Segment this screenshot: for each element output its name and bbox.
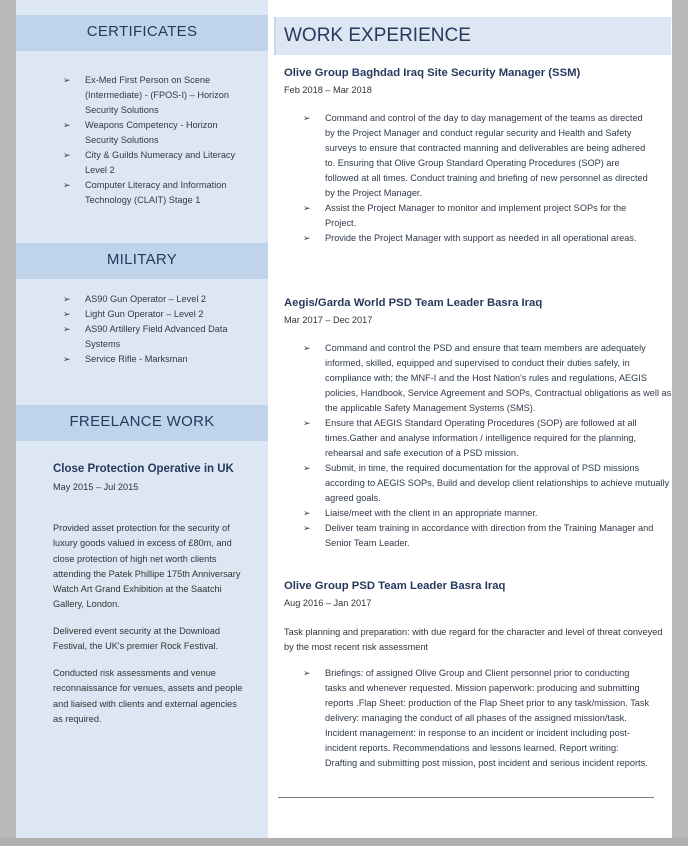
arrow-bullet-icon: ➢ xyxy=(63,294,71,304)
job-duties-list xyxy=(303,111,653,246)
list-item: ➢ Command and control of the day to day management of the teams as directed by the Project Manager and conduct regular security and Health and Safety surveys to ensure that contracted manning and deliverables are being adhered to. Ensuring that Olive Group Standard Operating Procedures (SOP) are followed at all times. Conduct training and briefing of new personnel as directed by the Project Manager. xyxy=(303,113,648,198)
arrow-bullet-icon: ➢ xyxy=(303,113,311,123)
certificates-heading: CERTIFICATES xyxy=(16,15,268,51)
arrow-bullet-icon: ➢ xyxy=(63,180,71,190)
military-list xyxy=(63,292,253,367)
list-item: ➢ Provide the Project Manager with support as needed in all operational areas. xyxy=(303,231,653,246)
arrow-bullet-icon: ➢ xyxy=(303,523,311,533)
job-duties-list xyxy=(303,341,673,551)
arrow-bullet-icon: ➢ xyxy=(63,354,71,364)
freelance-paragraph: Conducted risk assessments and venue reconnaissance for venues, assets and people and liaised with clients and external agencies as required. xyxy=(53,668,243,724)
arrow-bullet-icon: ➢ xyxy=(303,463,311,473)
freelance-paragraph: Provided asset protection for the security of luxury goods valued in excess of £80m, and close protection of high net worth clients attending the Patek Phillipe 175th Anniversary Watch Art Grand Exhibition at the Saatchi Gallery, London. xyxy=(53,523,241,610)
list-item: ➢ Briefings: of assigned Olive Group and Client personnel prior to conducting tasks and whenever requested. Mission paperwork: producing and submitting reports .Flap Sheet: production of the Flap Sheet prior to any task/mission. Task delivery: managing the conduct of all phases of the assigned mission/task. Incident management: in response to an incident or incident including post-incident reports. Recommendations and lessons learned. Report writing: Drafting and submitting post mission, post incident and serious incident reports. xyxy=(303,668,650,768)
arrow-bullet-icon: ➢ xyxy=(303,203,311,213)
arrow-bullet-icon: ➢ xyxy=(63,150,71,160)
job-duties-list xyxy=(303,666,653,771)
freelance-paragraph: Delivered event security at the Download Festival, the UK's premier Rock Festival. xyxy=(53,626,220,652)
list-item: ➢ Assist the Project Manager to monitor and implement project SOPs for the Project. xyxy=(303,203,627,228)
list-item: ➢ AS90 Gun Operator – Level 2 xyxy=(63,292,253,307)
job-title: Aegis/Garda World PSD Team Leader Basra Iraq xyxy=(284,297,543,309)
job-dates: Feb 2018 – Mar 2018 xyxy=(284,85,372,95)
arrow-bullet-icon: ➢ xyxy=(63,120,71,130)
arrow-bullet-icon: ➢ xyxy=(303,233,311,243)
arrow-bullet-icon: ➢ xyxy=(63,75,71,85)
list-item: ➢ Ex-Med First Person on Scene (Intermediate) - (FPOS-I) – Horizon Security Solutions xyxy=(63,75,229,115)
military-heading: MILITARY xyxy=(16,243,268,279)
job-dates: Mar 2017 – Dec 2017 xyxy=(284,315,373,325)
job-intro: Task planning and preparation: with due regard for the character and level of threat conveyed by the most recent risk assessment xyxy=(284,627,663,653)
job-dates: Aug 2016 – Jan 2017 xyxy=(284,598,372,608)
list-item: ➢ Submit, in time, the required documentation for the approval of PSD missions according to AEGIS SOPs, Build and develop client relationships to achieve mutually agreed goals. xyxy=(303,463,670,503)
arrow-bullet-icon: ➢ xyxy=(303,418,311,428)
resume-page xyxy=(16,0,672,846)
arrow-bullet-icon: ➢ xyxy=(63,309,71,319)
list-item: ➢ Command and control the PSD and ensure that team members are adequately informed, skilled, equipped and supervised to conduct their duties safely, in compliance with; the MNF-I and the Host Nation's rules and regulations, AEGIS policies, Handbook, Service Agreement and SOPs, Contractual obligations as well as the applicable Safety Management Systems (SMS). xyxy=(303,343,672,413)
arrow-bullet-icon: ➢ xyxy=(303,508,311,518)
list-item: ➢ Liaise/meet with the client in an appropriate manner. xyxy=(303,506,673,521)
list-item: ➢ Ensure that AEGIS Standard Operating Procedures (SOP) are followed at all times.Gather and analyse information / intelligence required for the planning, rehearsal and safe execution of a PSD mission. xyxy=(303,418,637,458)
list-item: ➢ Deliver team training in accordance with direction from the Training Manager and Senior Team Leader. xyxy=(303,523,654,548)
list-item: ➢ Service Rifle - Marksman xyxy=(63,352,253,367)
list-item: ➢ Computer Literacy and Information Technology (CLAIT) Stage 1 xyxy=(63,180,227,205)
job-title: Olive Group PSD Team Leader Basra Iraq xyxy=(284,580,506,592)
freelance-job-dates: May 2015 – Jul 2015 xyxy=(53,482,139,492)
arrow-bullet-icon: ➢ xyxy=(63,324,71,334)
list-item: ➢ Weapons Competency - Horizon Security Solutions xyxy=(63,120,218,145)
certificates-list xyxy=(63,73,253,208)
sidebar xyxy=(16,0,268,840)
list-item: ➢ Light Gun Operator – Level 2 xyxy=(63,307,253,322)
list-item: ➢ City & Guilds Numeracy and Literacy Level 2 xyxy=(63,150,236,175)
list-item: ➢ AS90 Artillery Field Advanced Data Systems xyxy=(63,324,228,349)
freelance-job-title: Close Protection Operative in UK xyxy=(53,463,234,475)
job-title: Olive Group Baghdad Iraq Site Security Manager (SSM) xyxy=(284,67,581,79)
freelance-heading: FREELANCE WORK xyxy=(16,405,268,441)
section-divider xyxy=(278,797,654,798)
page-shadow xyxy=(0,838,688,846)
arrow-bullet-icon: ➢ xyxy=(303,668,311,678)
work-experience-heading: WORK EXPERIENCE xyxy=(274,17,671,55)
arrow-bullet-icon: ➢ xyxy=(303,343,311,353)
